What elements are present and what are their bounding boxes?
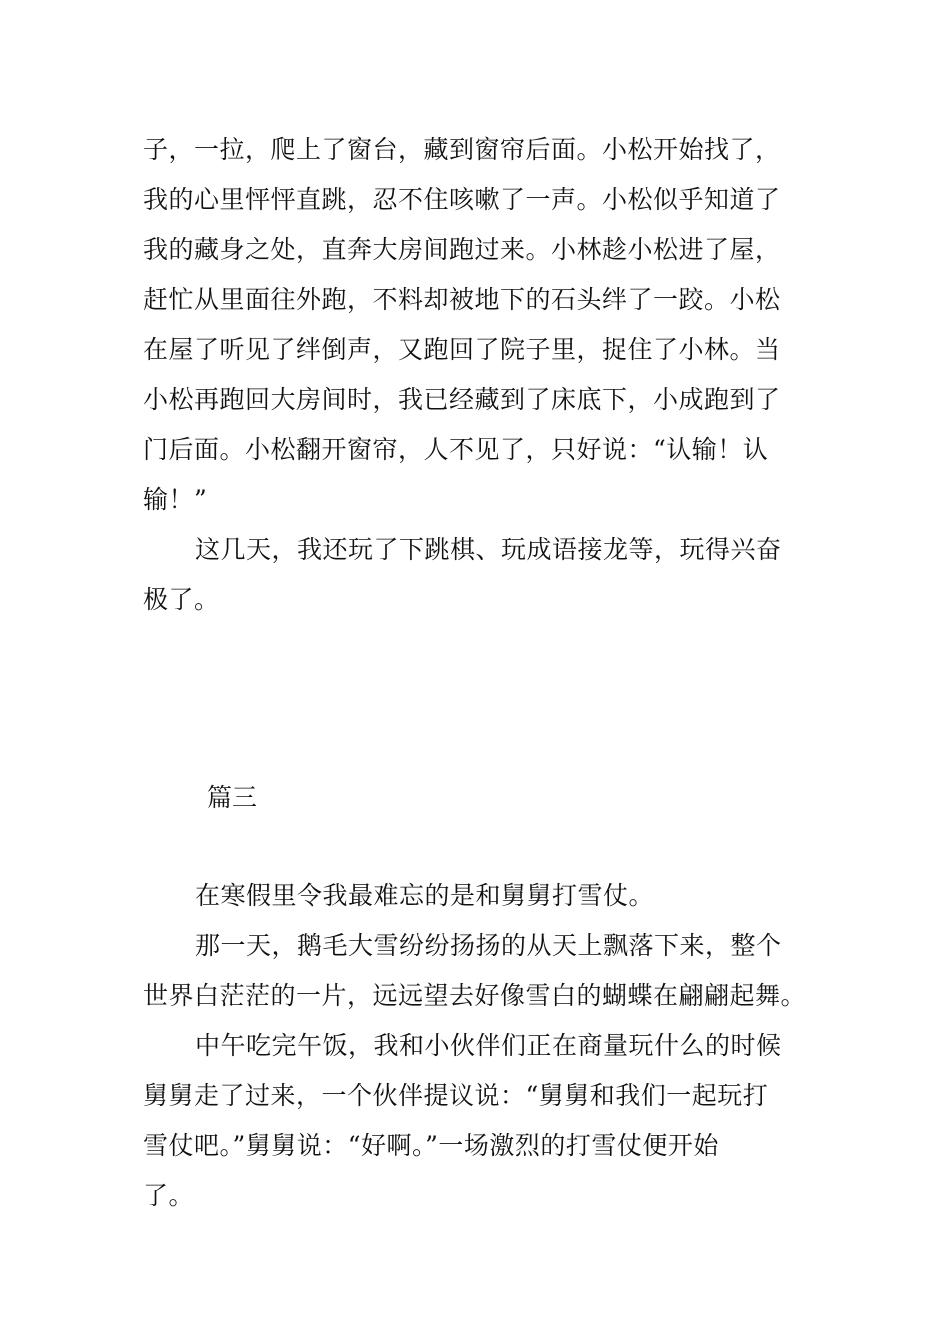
paragraph-line: 雪仗吧。”舅舅说：“好啊。”一场激烈的打雪仗便开始 — [143, 1131, 719, 1160]
text-line: 子，一拉，爬上了窗台，藏到窗帘后面。小松开始找了， — [143, 135, 781, 164]
text-line: 极了。 — [143, 585, 220, 614]
paragraph-line: 舅舅走了过来，一个伙伴提议说：“舅舅和我们一起玩打 — [143, 1081, 769, 1110]
story-continuation — [143, 125, 807, 525]
paragraph-line: 中午吃完午饭，我和小伙伴们正在商量玩什么的时候 — [195, 1031, 782, 1060]
text-line: 输！” — [143, 485, 208, 514]
closing-paragraph — [143, 525, 807, 625]
paragraph-line: 在寒假里令我最难忘的是和舅舅打雪仗。 — [195, 881, 655, 910]
section-title: 篇三 — [207, 783, 258, 812]
paragraph-line: 那一天，鹅毛大雪纷纷扬扬的从天上飘落下来，整个 — [195, 931, 782, 960]
text-line: 我的心里怦怦直跳，忍不住咳嗽了一声。小松似乎知道了 — [143, 185, 781, 214]
paragraph-line: 世界白茫茫的一片，远远望去好像雪白的蝴蝶在翩翩起舞。 — [143, 981, 807, 1010]
text-line: 我的藏身之处，直奔大房间跑过来。小林趁小松进了屋， — [143, 235, 781, 264]
text-line: 在屋了听见了绊倒声，又跑回了院子里，捉住了小林。当 — [143, 335, 781, 364]
text-line: 赶忙从里面往外跑，不料却被地下的石头绊了一跤。小松 — [143, 285, 781, 314]
text-line: 门后面。小松翻开窗帘，人不见了，只好说：“认输！认 — [143, 435, 769, 464]
section-body — [143, 871, 807, 1221]
paragraph-line: 了。 — [143, 1181, 195, 1210]
text-line: 这几天，我还玩了下跳棋、玩成语接龙等，玩得兴奋 — [195, 535, 782, 564]
text-line: 小松再跑回大房间时，我已经藏到了床底下，小成跑到了 — [143, 385, 781, 414]
